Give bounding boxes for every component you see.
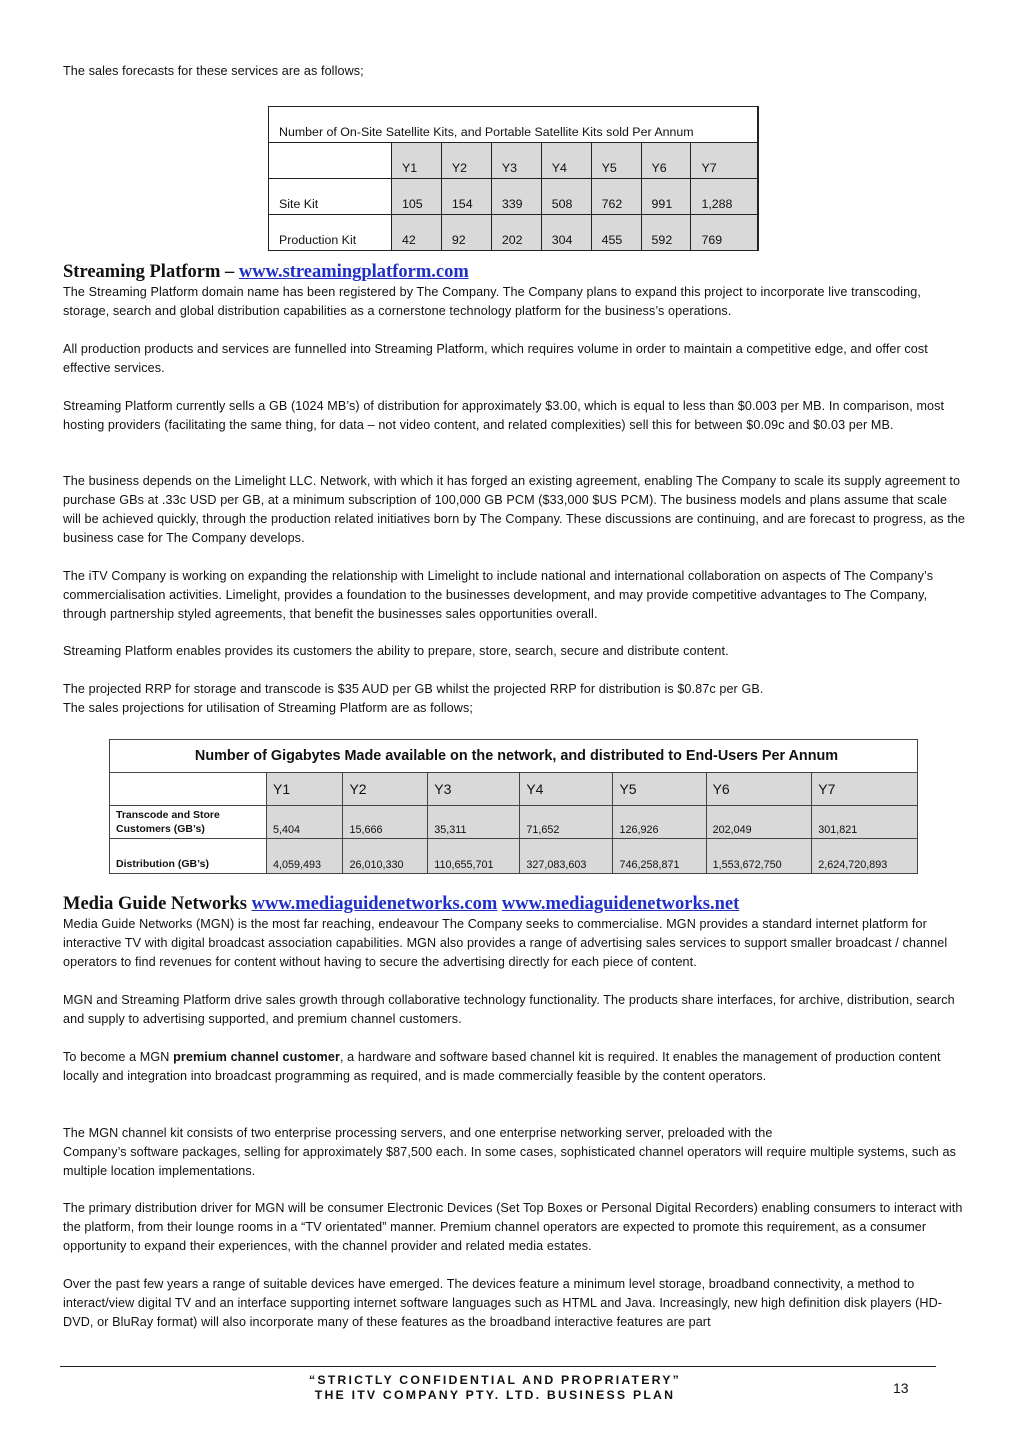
table2-year: Y6: [706, 773, 812, 806]
streaming-paragraph: Streaming Platform currently sells a GB (1024 MB’s) of distribution for approximately $3.00, which is equal to less than $0.003 per MB. In comparison, most hosting providers (facilitating the same thing, for data – not video content, and related complexities) sell this for between $0.09c and $0.03 per MB.: [63, 399, 945, 432]
table1-corner: [269, 143, 392, 179]
mgn-link-net[interactable]: www.mediaguidenetworks.net: [501, 894, 740, 914]
table-cell: 110,655,701: [428, 839, 520, 874]
table2-title: Number of Gigabytes Made available on the network, and distributed to End-Users Per Annum: [110, 740, 918, 773]
table1-year: Y1: [392, 143, 442, 179]
table-cell: 301,821: [812, 806, 918, 839]
mgn-paragraph: MGN and Streaming Platform drive sales growth through collaborative technology functionality. The products share interfaces, for archive, distribution, search and supply to advertising supported, and premium channel customers.: [63, 993, 955, 1026]
streaming-link[interactable]: www.streamingplatform.com: [238, 262, 469, 282]
gigabytes-table: [109, 739, 918, 874]
table1-title: Number of On-Site Satellite Kits, and Portable Satellite Kits sold Per Annum: [269, 107, 759, 143]
table2-corner: [110, 773, 267, 806]
table-cell: 304: [541, 215, 591, 251]
table-cell: 202,049: [706, 806, 812, 839]
table-cell: 1,288: [691, 179, 758, 215]
mgn-paragraph: Company’s software packages, selling for approximately $87,500 each. In some cases, sophisticated channel operators will require multiple systems, such as multiple location implementations.: [63, 1145, 956, 1178]
streaming-heading: [63, 261, 469, 283]
table-cell: 5,404: [267, 806, 343, 839]
streaming-paragraph: Streaming Platform enables provides its customers the ability to prepare, store, search, secure and distribute content.: [63, 644, 729, 658]
table1-year: Y5: [591, 143, 641, 179]
streaming-heading-text: Streaming Platform –: [63, 262, 239, 282]
row-label-line: Transcode and Store: [116, 809, 220, 821]
table-row: [269, 179, 759, 215]
streaming-paragraph: The business depends on the Limelight LLC. Network, with which it has forged an existing agreement, enabling The Company to scale its supply agreement to purchase GBs at .33c USD per GB, at a minimum subscription of 100,000 GB PCM ($33,000 $US PCM). The business models and plans assume that scale will be achieved quickly, through the production related initiatives born by The Company. These discussions are continuing, and are forecast to progress, as the business case for The Company develops.: [63, 474, 966, 545]
page-number: 13: [893, 1380, 909, 1396]
table2-year: Y5: [613, 773, 706, 806]
mgn-text: , a hardware and software based channel kit is required. It enables the management of production content locally and integration into broadcast programming as required, and is made commercially feasible by the content operators.: [63, 1050, 941, 1083]
table-cell: 508: [541, 179, 591, 215]
table2-year: Y7: [812, 773, 918, 806]
table-cell: 339: [491, 179, 541, 215]
table-cell: 35,311: [428, 806, 520, 839]
table-cell: 327,083,603: [520, 839, 613, 874]
footer-confidential: “STRICTLY CONFIDENTIAL AND PROPRIATERY”: [308, 1373, 682, 1387]
table2-year: Y4: [520, 773, 613, 806]
streaming-paragraph: All production products and services are funnelled into Streaming Platform, which requires volume in order to maintain a competitive edge, and offer cost effective services.: [63, 342, 928, 375]
table1-year: Y7: [691, 143, 758, 179]
table-cell: 26,010,330: [343, 839, 428, 874]
streaming-paragraph: The sales projections for utilisation of Streaming Platform are as follows;: [63, 701, 473, 715]
row-label: Site Kit: [269, 179, 392, 215]
table-cell: 592: [641, 215, 691, 251]
table1-year: Y6: [641, 143, 691, 179]
row-label-line: Customers (GB’s): [116, 823, 205, 835]
table-cell: 1,553,672,750: [706, 839, 812, 874]
table-cell: 105: [392, 179, 442, 215]
table-cell: 42: [392, 215, 442, 251]
table1-year: Y2: [441, 143, 491, 179]
intro-text: The sales forecasts for these services are as follows;: [63, 64, 364, 78]
mgn-link-com[interactable]: www.mediaguidenetworks.com: [251, 894, 498, 914]
satellite-kits-table: [268, 106, 759, 251]
mgn-text: To become a MGN: [63, 1050, 174, 1064]
table-cell: 746,258,871: [613, 839, 706, 874]
table-cell: 15,666: [343, 806, 428, 839]
mgn-paragraph: [63, 1048, 968, 1086]
table1-year: Y3: [491, 143, 541, 179]
table-cell: 4,059,493: [267, 839, 343, 874]
table1-year: Y4: [541, 143, 591, 179]
table-row: [110, 806, 918, 839]
footer-company: THE ITV COMPANY PTY. LTD. BUSINESS PLAN: [314, 1388, 676, 1402]
streaming-paragraph: The projected RRP for storage and transcode is $35 AUD per GB whilst the projected RRP for distribution is $0.87c per GB.: [63, 682, 764, 696]
mgn-bold-text: premium channel customer: [173, 1050, 340, 1064]
table-cell: 126,926: [613, 806, 706, 839]
table2-year: Y2: [343, 773, 428, 806]
table2-year: Y1: [267, 773, 343, 806]
table-row: [110, 839, 918, 874]
row-label: [110, 806, 267, 839]
table2-year: Y3: [428, 773, 520, 806]
mgn-paragraph: The primary distribution driver for MGN will be consumer Electronic Devices (Set Top Boxes or Personal Digital Recorders) enabling consumers to interact with the platform, from their lounge rooms in a “TV orientated” manner. Premium channel operators are expected to promote this requirement, as a consumer opportunity to expand their experiences, with the channel provider and related media estates.: [63, 1201, 963, 1253]
table-cell: 202: [491, 215, 541, 251]
mgn-heading: [63, 893, 739, 915]
table-cell: 991: [641, 179, 691, 215]
footer-divider: [60, 1366, 936, 1367]
table-cell: 71,652: [520, 806, 613, 839]
table-cell: 92: [441, 215, 491, 251]
row-label: Production Kit: [269, 215, 392, 251]
mgn-heading-text: Media Guide Networks: [63, 894, 252, 914]
mgn-paragraph: Over the past few years a range of suitable devices have emerged. The devices feature a minimum level storage, broadband connectivity, a method to interact/view digital TV and an interface supporting internet software languages such as HTML and Java. Increasingly, new high definition disk players (HD-DVD, or BluRay format) will also incorporate many of these features as the broadband interactive features are part: [63, 1277, 943, 1329]
table-cell: 455: [591, 215, 641, 251]
table-cell: 769: [691, 215, 758, 251]
table-row: [269, 215, 759, 251]
mgn-paragraph: Media Guide Networks (MGN) is the most far reaching, endeavour The Company seeks to commercialise. MGN provides a standard internet platform for interactive TV with digital broadcast association capabilities. MGN also provides a range of advertising sales services to support smaller broadcast / channel operators to find revenues for content without having to secure the advertising directly for each piece of content.: [63, 917, 948, 969]
streaming-paragraph: The Streaming Platform domain name has been registered by The Company. The Company plans to expand this project to incorporate live transcoding, storage, search and global distribution capabilities as a cornerstone technology platform for the business’s operations.: [63, 285, 921, 318]
row-label: Distribution (GB’s): [110, 839, 267, 874]
table-cell: 762: [591, 179, 641, 215]
table-cell: 154: [441, 179, 491, 215]
table-cell: 2,624,720,893: [812, 839, 918, 874]
mgn-paragraph: The MGN channel kit consists of two enterprise processing servers, and one enterprise networking server, preloaded with the: [63, 1126, 773, 1140]
streaming-paragraph: The iTV Company is working on expanding the relationship with Limelight to include national and international collaboration on aspects of The Company’s commercialisation activities. Limelight, provides a foundation to the businesses development, and may provide competitive advantages to The Company, through partnership styled agreements, that benefit the businesses sales opportunities overall.: [63, 569, 934, 621]
